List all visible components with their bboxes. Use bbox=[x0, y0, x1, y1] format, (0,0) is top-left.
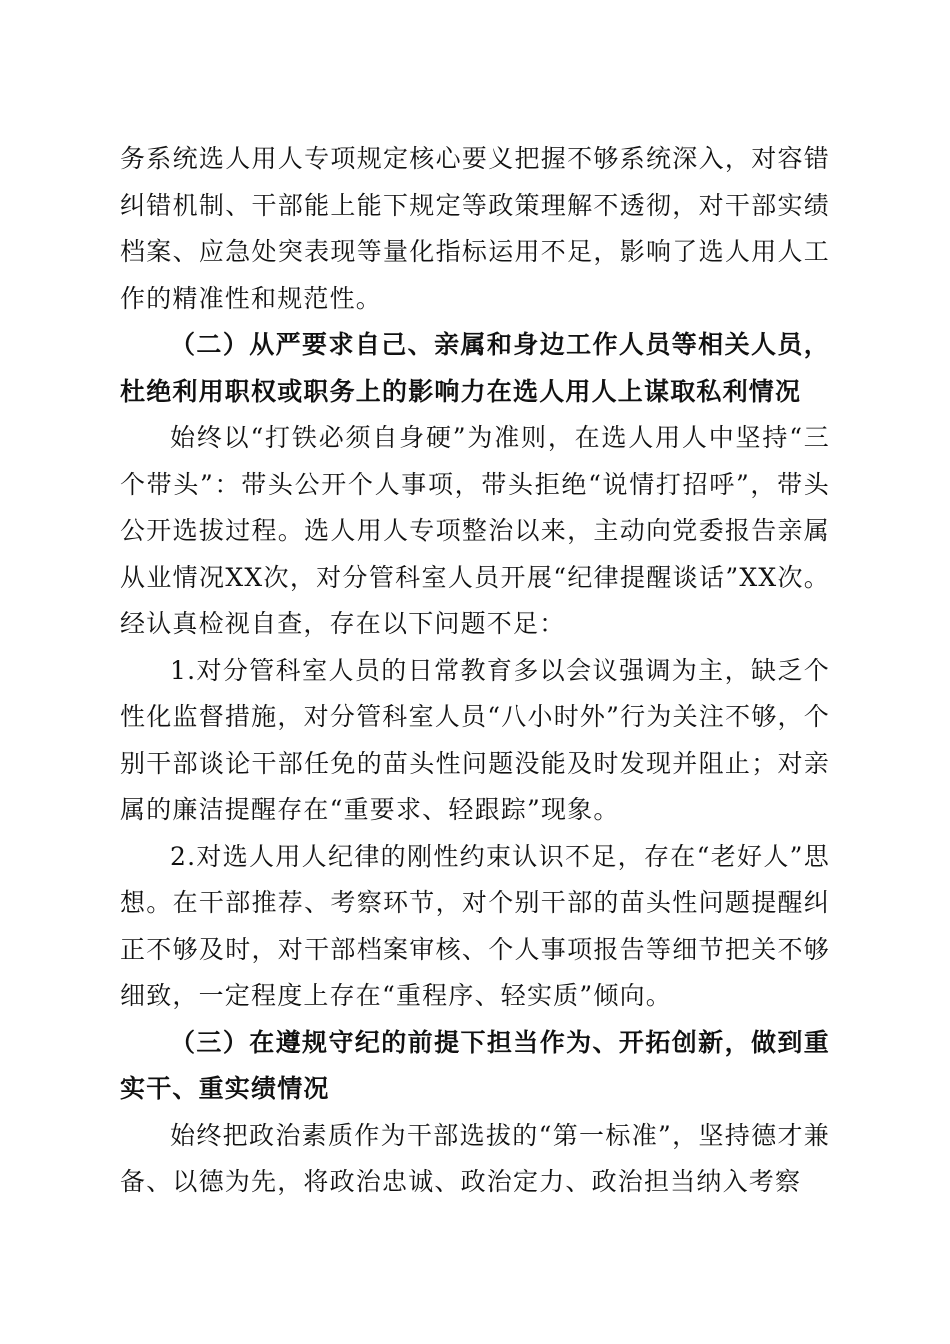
section-heading-3: （三）在遵规守纪的前提下担当作为、开拓创新，做到重实干、重实绩情况 bbox=[120, 1027, 830, 1103]
issue-item-2: 2.对选人用人纪律的刚性约束认识不足，存在“老好人”思想。在干部推荐、考察环节，对个别干部的苗头性问题提醒纠正不够及时，对干部档案审核、个人事项报告等细节把关不够细致，一定程度上存在“重程序、轻实质”倾向。 bbox=[120, 841, 830, 1010]
document-page bbox=[120, 136, 830, 1206]
body-paragraph-political-quality: 始终把政治素质作为干部选拔的“第一标准”，坚持德才兼备、以德为先，将政治忠诚、政治定力、政治担当纳入考察 bbox=[120, 1120, 830, 1196]
body-paragraph-continued: 务系统选人用人专项规定核心要义把握不够系统深入，对容错纠错机制、干部能上能下规定等政策理解不透彻，对干部实绩档案、应急处突表现等量化指标运用不足，影响了选人用人工作的精准性和规范性。 bbox=[120, 144, 830, 313]
body-paragraph-self-discipline: 始终以“打铁必须自身硬”为准则，在选人用人中坚持“三个带头”：带头公开个人事项，带头拒绝“说情打招呼”，带头公开选拔过程。选人用人专项整治以来，主动向党委报告亲属从业情况XX次，对分管科室人员开展“纪律提醒谈话”XX次。经认真检视自查，存在以下问题不足： bbox=[120, 423, 830, 638]
section-heading-2: （二）从严要求自己、亲属和身边工作人员等相关人员，杜绝利用职权或职务上的影响力在选人用人上谋取私利情况 bbox=[120, 330, 830, 406]
issue-item-1: 1.对分管科室人员的日常教育多以会议强调为主，缺乏个性化监督措施，对分管科室人员“八小时外”行为关注不够，个别干部谈论干部任免的苗头性问题没能及时发现并阻止；对亲属的廉洁提醒存在“重要求、轻跟踪”现象。 bbox=[120, 655, 830, 824]
